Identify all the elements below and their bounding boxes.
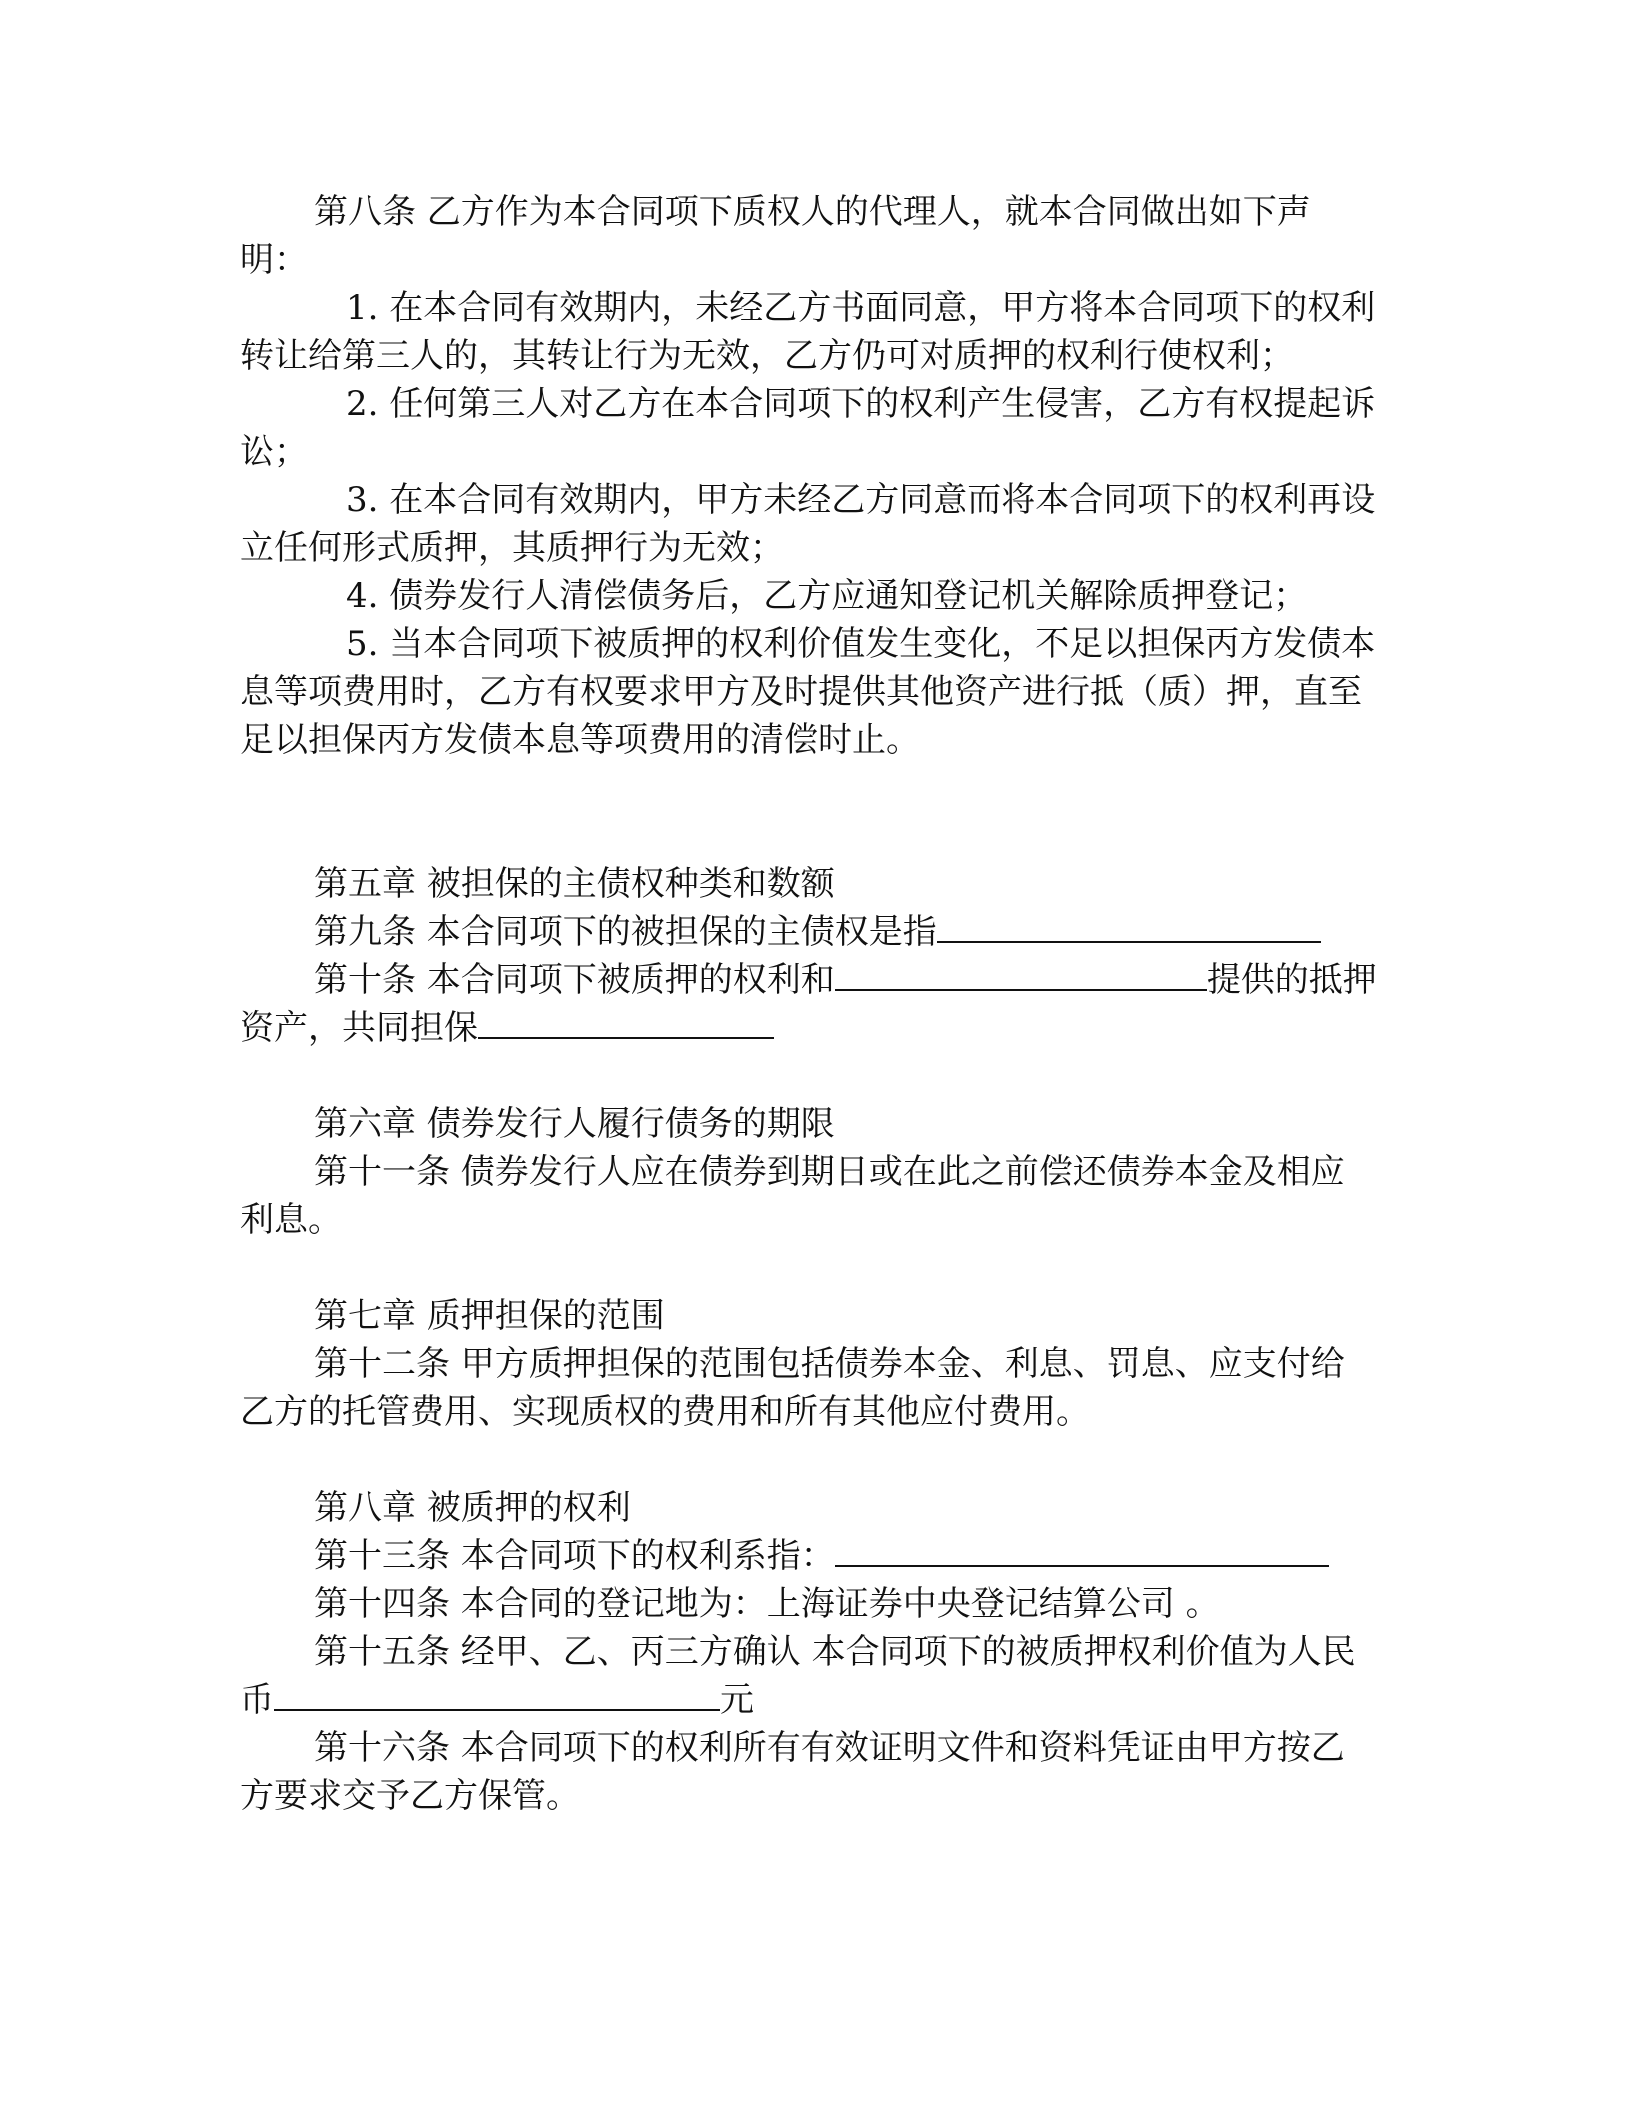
chapter-6-title: 第六章 债券发行人履行债务的期限 — [314, 1104, 835, 1144]
chapter-5-section — [240, 860, 1378, 1052]
article-15-blank-field[interactable] — [274, 1677, 720, 1711]
article-13-blank-field[interactable] — [835, 1533, 1329, 1567]
article-10-text-a: 第十条 本合同项下被质押的权利和 — [314, 960, 835, 1000]
article-10 — [240, 956, 1378, 1052]
article-9-blank-field[interactable] — [937, 909, 1321, 943]
article-10-blank-field-2[interactable] — [478, 1005, 774, 1039]
chapter-5-title: 第五章 被担保的主债权种类和数额 — [314, 864, 835, 904]
article-8-item-5: 5. 当本合同项下被质押的权利价值发生变化，不足以担保丙方发债本息等项费用时，乙方有权要求甲方及时提供其他资产进行抵（质）押，直至足以担保丙方发债本息等项费用的清偿时止。 — [240, 624, 1376, 760]
article-15-text-b: 元 — [720, 1680, 754, 1720]
article-10-text-b: 提供的抵押资产，共同担保 — [240, 960, 1377, 1048]
article-15-text-a: 第十五条 经甲、乙、丙三方确认 本合同项下的被质押权利价值为人民币 — [240, 1632, 1356, 1720]
article-13-text: 第十三条 本合同项下的权利系指： — [314, 1536, 835, 1576]
article-15 — [240, 1628, 1378, 1724]
article-8-item-4: 4. 债券发行人清偿债务后，乙方应通知登记机关解除质押登记； — [346, 576, 1308, 616]
chapter-8-section — [240, 1484, 1378, 1820]
article-8-item-1: 1. 在本合同有效期内，未经乙方书面同意，甲方将本合同项下的权利转让给第三人的，其转让行为无效，乙方仍可对质押的权利行使权利； — [240, 288, 1376, 376]
article-11: 第十一条 债券发行人应在债券到期日或在此之前偿还债券本金及相应利息。 — [240, 1152, 1345, 1240]
chapter-8-title: 第八章 被质押的权利 — [314, 1488, 631, 1528]
article-13 — [240, 1532, 1378, 1580]
chapter-7-title: 第七章 质押担保的范围 — [314, 1296, 665, 1336]
article-8-section — [240, 188, 1378, 764]
article-8-item-3: 3. 在本合同有效期内，甲方未经乙方同意而将本合同项下的权利再设立任何形式质押，其质押行为无效； — [240, 480, 1376, 568]
chapter-6-section — [240, 1100, 1378, 1244]
article-8-item-2: 2. 任何第三人对乙方在本合同项下的权利产生侵害，乙方有权提起诉讼； — [240, 384, 1376, 472]
article-12: 第十二条 甲方质押担保的范围包括债券本金、利息、罚息、应支付给乙方的托管费用、实现质权的费用和所有其他应付费用。 — [240, 1344, 1345, 1432]
article-14: 第十四条 本合同的登记地为：上海证券中央登记结算公司 。 — [314, 1584, 1220, 1624]
chapter-7-section — [240, 1292, 1378, 1436]
article-9 — [240, 908, 1378, 956]
article-16: 第十六条 本合同项下的权利所有有效证明文件和资料凭证由甲方按乙方要求交予乙方保管。 — [240, 1728, 1345, 1816]
article-9-text: 第九条 本合同项下的被担保的主债权是指 — [314, 912, 937, 952]
article-10-blank-field-1[interactable] — [835, 957, 1207, 991]
article-8-heading: 第八条 乙方作为本合同项下质权人的代理人，就本合同做出如下声明： — [240, 192, 1311, 280]
